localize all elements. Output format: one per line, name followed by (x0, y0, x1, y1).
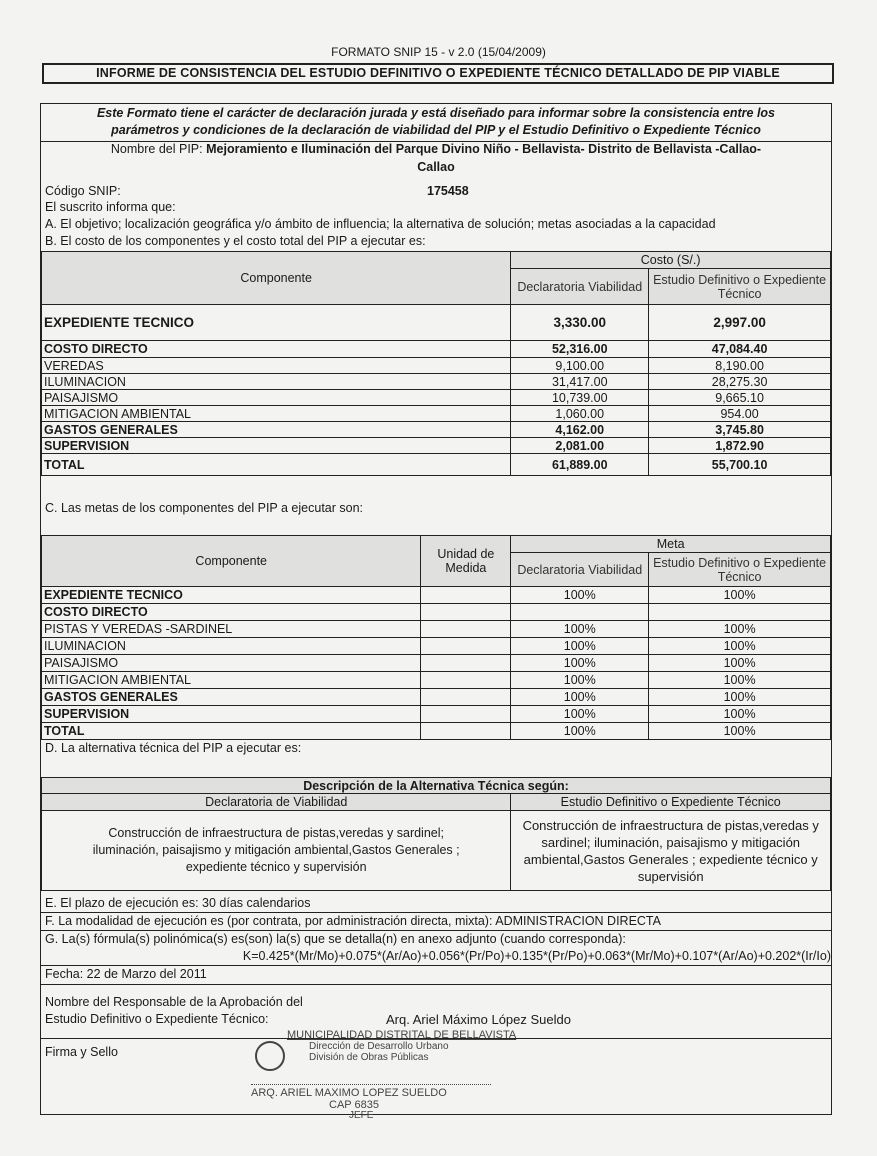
cost-row-est: 1,872.90 (649, 438, 831, 454)
responsible-label-2: Estudio Definitivo o Expediente Técnico: (45, 1012, 269, 1026)
cost-row (42, 358, 831, 374)
meta-row-name: TOTAL (42, 723, 421, 740)
cost-row-name: GASTOS GENERALES (42, 422, 511, 438)
alt-decl-text: Construcción de infraestructura de pistas,veredas y sardinel; iluminación, paisajismo y mitigación ambiental,Gastos Generales ; expediente técnico y supervisión (42, 811, 511, 891)
meta-col-decl: Declaratoria Viabilidad (511, 553, 649, 587)
item-d-text: D. La alternativa técnica del PIP a ejecutar es: (45, 741, 302, 755)
meta-row-est: 100% (649, 723, 831, 740)
municipal-seal-icon (255, 1041, 285, 1071)
meta-row-name: ILUMINACION (42, 638, 421, 655)
cost-row (42, 341, 831, 358)
meta-row (42, 723, 831, 740)
stamp-line-2: Dirección de Desarrollo Urbano (309, 1041, 449, 1052)
stamp-line-3: División de Obras Públicas (309, 1052, 429, 1063)
item-a-text: A. El objetivo; localización geográfica y/o ámbito de influencia; la alternativa de solución; metas asociadas a la capacidad (45, 217, 716, 231)
cost-row (42, 454, 831, 476)
stamp-line-5: CAP 6835 (329, 1099, 379, 1111)
cost-row-name: PAISAJISMO (42, 390, 511, 406)
meta-row-est (649, 604, 831, 621)
cost-row-decl: 52,316.00 (511, 341, 649, 358)
meta-row-decl: 100% (511, 621, 649, 638)
meta-row-decl: 100% (511, 587, 649, 604)
meta-row-name: MITIGACION AMBIENTAL (42, 672, 421, 689)
polynomial-formula: K=0.425*(Mr/Mo)+0.075*(Ar/Ao)+0.056*(Pr/Po)+0.135*(Pr/Po)+0.063*(Mr/Mo)+0.107*(Ar/Ao)+0.202*(Ir/Io) (242, 949, 831, 963)
document-title: INFORME DE CONSISTENCIA DEL ESTUDIO DEFINITIVO O EXPEDIENTE TÉCNICO DETALLADO DE PIP VIABLE (42, 63, 834, 84)
meta-row (42, 587, 831, 604)
cost-col-cost: Costo (S/.) (511, 252, 831, 269)
meta-row-decl (511, 604, 649, 621)
alt-est-text: Construcción de infraestructura de pistas,veredas y sardinel; iluminación, paisajismo y mitigación ambiental,Gastos Generales ; expediente técnico y supervisión (511, 811, 831, 891)
cost-row-name: EXPEDIENTE TECNICO (42, 305, 511, 341)
meta-row-est: 100% (649, 638, 831, 655)
cost-row (42, 422, 831, 438)
meta-row-est: 100% (649, 706, 831, 723)
cost-row-name: SUPERVISION (42, 438, 511, 454)
cost-row-name: ILUMINACION (42, 374, 511, 390)
cost-row-decl: 61,889.00 (511, 454, 649, 476)
item-g-text: G. La(s) fórmula(s) polinómica(s) es(son) la(s) que se detalla(n) en anexo adjunto (cuando corresponda): (45, 932, 626, 946)
cost-table (41, 251, 831, 476)
meta-row (42, 689, 831, 706)
cost-row-name: VEREDAS (42, 358, 511, 374)
cost-row-est: 28,275.30 (649, 374, 831, 390)
intro-line-2: parámetros y condiciones de la declaración de viabilidad del PIP y el Estudio Definitivo o Expediente Técnico (111, 123, 761, 137)
pip-name-block (41, 140, 831, 184)
meta-row-name: SUPERVISION (42, 706, 421, 723)
meta-row-unit (421, 621, 511, 638)
pip-name-label: Nombre del PIP: (110, 142, 203, 156)
meta-row-unit (421, 655, 511, 672)
signature-label: Firma y Sello (45, 1045, 118, 1059)
meta-row-decl: 100% (511, 655, 649, 672)
format-label: FORMATO SNIP 15 - v 2.0 (15/04/2009) (331, 45, 546, 59)
meta-col-est: Estudio Definitivo o Expediente Técnico (649, 553, 831, 587)
meta-col-meta: Meta (511, 536, 831, 553)
meta-row-decl: 100% (511, 672, 649, 689)
meta-row (42, 621, 831, 638)
cost-row (42, 305, 831, 341)
cost-row (42, 406, 831, 422)
meta-col-unit: Unidad de Medida (421, 536, 511, 587)
meta-row-unit (421, 706, 511, 723)
meta-row-name: PAISAJISMO (42, 655, 421, 672)
meta-row-unit (421, 604, 511, 621)
cost-row-decl: 1,060.00 (511, 406, 649, 422)
meta-row (42, 672, 831, 689)
cost-row (42, 438, 831, 454)
meta-row (42, 638, 831, 655)
meta-row-decl: 100% (511, 723, 649, 740)
pip-name-line-2: Callao (417, 160, 455, 174)
cost-row-name: TOTAL (42, 454, 511, 476)
meta-row-unit (421, 723, 511, 740)
snip-code-value: 175458 (427, 184, 469, 198)
cost-col-decl: Declaratoria Viabilidad (511, 269, 649, 305)
meta-row-unit (421, 638, 511, 655)
meta-row-decl: 100% (511, 638, 649, 655)
snip-code-label: Código SNIP: (45, 184, 121, 198)
cost-row-name: COSTO DIRECTO (42, 341, 511, 358)
cost-row (42, 374, 831, 390)
meta-row-est: 100% (649, 672, 831, 689)
meta-row-est: 100% (649, 587, 831, 604)
cost-col-est: Estudio Definitivo o Expediente Técnico (649, 269, 831, 305)
cost-row-decl: 31,417.00 (511, 374, 649, 390)
intro-declaration (41, 104, 831, 142)
cost-row-est: 3,745.80 (649, 422, 831, 438)
meta-row-name: COSTO DIRECTO (42, 604, 421, 621)
meta-row-name: EXPEDIENTE TECNICO (42, 587, 421, 604)
responsible-name: Arq. Ariel Máximo López Sueldo (386, 1012, 571, 1027)
meta-row (42, 655, 831, 672)
cost-row-decl: 4,162.00 (511, 422, 649, 438)
item-c-text: C. Las metas de los componentes del PIP a ejecutar son: (45, 501, 364, 515)
informs-text: El suscrito informa que: (45, 200, 176, 214)
cost-row-est: 8,190.00 (649, 358, 831, 374)
meta-row-decl: 100% (511, 706, 649, 723)
meta-row-unit (421, 672, 511, 689)
meta-row-decl: 100% (511, 689, 649, 706)
stamp-line-1: MUNICIPALIDAD DISTRITAL DE BELLAVISTA (287, 1029, 517, 1041)
item-b-text: B. El costo de los componentes y el costo total del PIP a ejecutar es: (45, 234, 426, 248)
meta-row-est: 100% (649, 655, 831, 672)
meta-row (42, 706, 831, 723)
cost-row-est: 954.00 (649, 406, 831, 422)
responsible-label-1: Nombre del Responsable de la Aprobación del (45, 995, 303, 1009)
cost-row-decl: 2,081.00 (511, 438, 649, 454)
cost-row-name: MITIGACION AMBIENTAL (42, 406, 511, 422)
alt-col-decl: Declaratoria de Viabilidad (42, 794, 511, 811)
date-text: Fecha: 22 de Marzo del 2011 (45, 967, 207, 981)
meta-row-name: GASTOS GENERALES (42, 689, 421, 706)
intro-line-1: Este Formato tiene el carácter de declaración jurada y está diseñado para informar sobre la consistencia entre los (96, 106, 776, 120)
item-f-text: F. La modalidad de ejecución es (por contrata, por administración directa, mixta): ADMINISTRACION DIRECTA (45, 914, 661, 928)
alt-title: Descripción de la Alternativa Técnica según: (42, 778, 831, 794)
meta-col-component: Componente (42, 536, 421, 587)
meta-row-est: 100% (649, 689, 831, 706)
meta-row (42, 604, 831, 621)
meta-row-est: 100% (649, 621, 831, 638)
stamp-line-4: ARQ. ARIEL MAXIMO LOPEZ SUELDO (251, 1087, 447, 1099)
cost-row-est: 9,665.10 (649, 390, 831, 406)
alt-col-est: Estudio Definitivo o Expediente Técnico (511, 794, 831, 811)
cost-row-decl: 3,330.00 (511, 305, 649, 341)
meta-table (41, 535, 831, 740)
pip-name-line-1: Mejoramiento e Iluminación del Parque Divino Niño - Bellavista- Distrito de Bellavista -Callao- (206, 142, 762, 156)
cost-row (42, 390, 831, 406)
alternative-table (41, 777, 831, 891)
item-e-text: E. El plazo de ejecución es: 30 días calendarios (45, 896, 311, 910)
cost-row-est: 2,997.00 (649, 305, 831, 341)
meta-row-unit (421, 587, 511, 604)
cost-col-component: Componente (42, 252, 511, 305)
stamp-line-6: JEFE (349, 1110, 374, 1121)
cost-row-decl: 9,100.00 (511, 358, 649, 374)
form-frame (40, 103, 832, 1121)
meta-row-name: PISTAS Y VEREDAS -SARDINEL (42, 621, 421, 638)
cost-row-est: 47,084.40 (649, 341, 831, 358)
cost-row-est: 55,700.10 (649, 454, 831, 476)
cost-row-decl: 10,739.00 (511, 390, 649, 406)
meta-row-unit (421, 689, 511, 706)
